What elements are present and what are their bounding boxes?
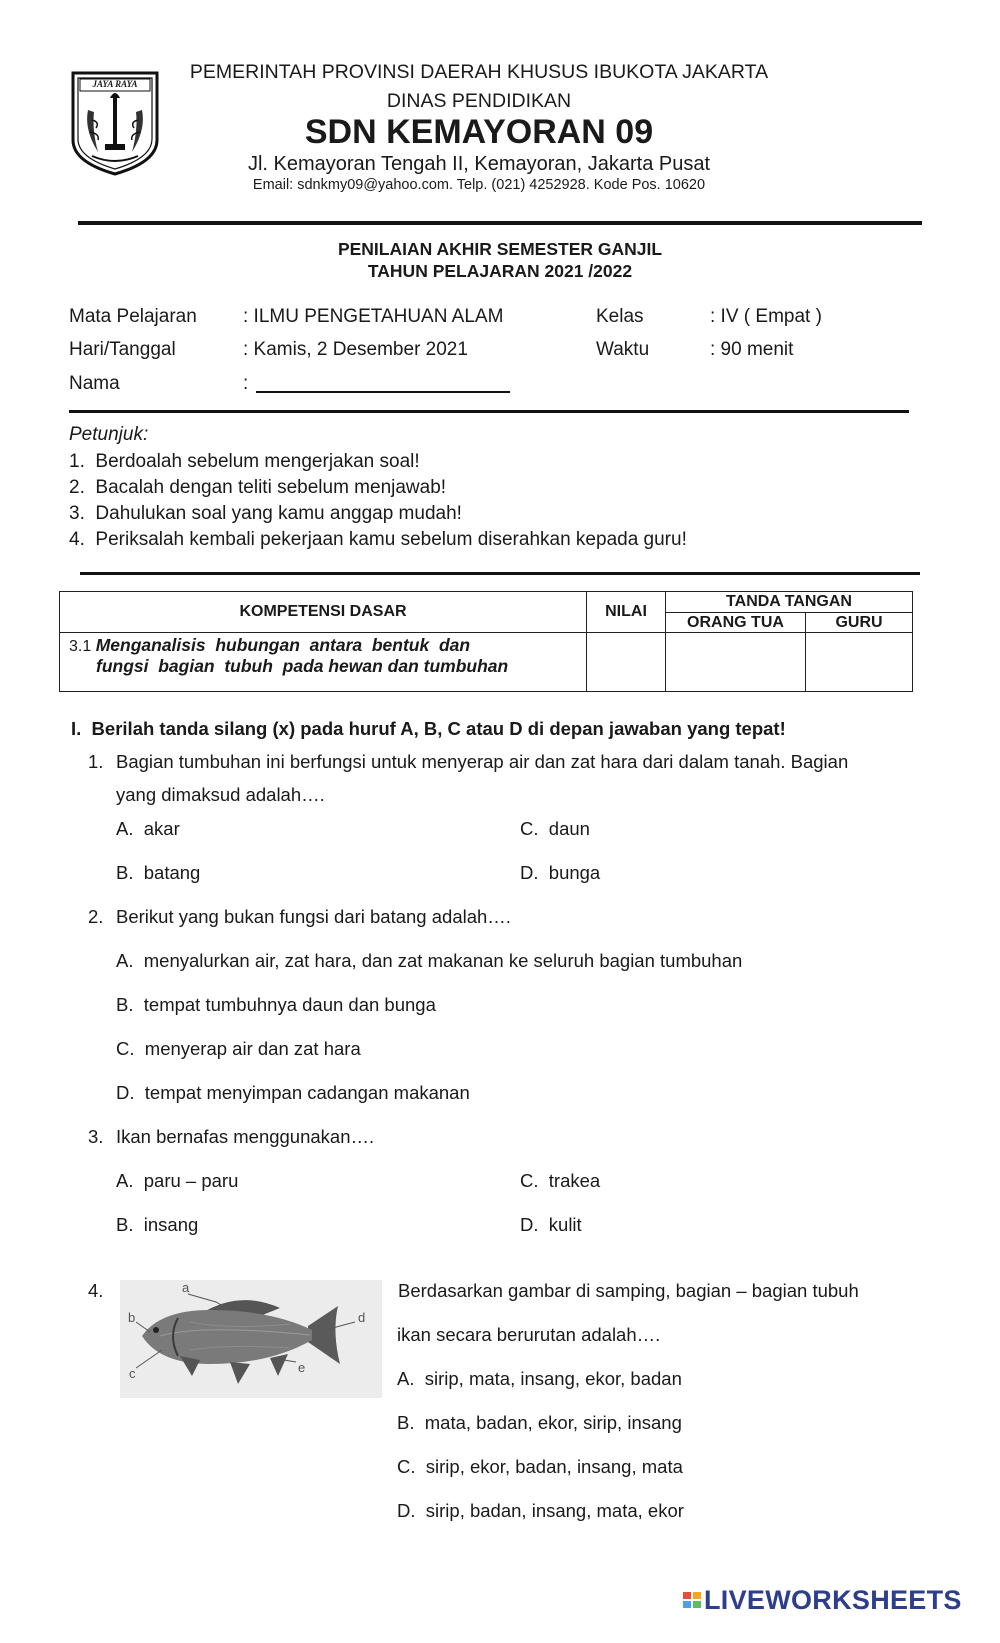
instruction-item: 4. Periksalah kembali pekerjaan kamu sebelum diserahkan kepada guru!: [69, 529, 687, 550]
name-field[interactable]: [256, 391, 510, 393]
class-value: : IV ( Empat ): [710, 306, 822, 327]
liveworksheets-brand[interactable]: LIVEWORKSHEETS: [704, 1584, 962, 1615]
fig-label: d: [358, 1310, 366, 1325]
option-c[interactable]: C. menyerap air dan zat hara: [116, 1038, 361, 1059]
question-text: Ikan bernafas menggunakan….: [116, 1126, 375, 1147]
section-heading: I. Berilah tanda silang (x) pada huruf A, B, C atau D di depan jawaban yang tepat!: [71, 718, 786, 739]
col-signature: TANDA TANGAN: [666, 592, 913, 613]
fish-figure: [120, 1280, 382, 1398]
instructions-divider: [80, 572, 920, 575]
option-c[interactable]: C. daun: [520, 818, 590, 839]
col-score: NILAI: [587, 592, 666, 633]
question-text: Berdasarkan gambar di samping, bagian – bagian tubuh: [398, 1280, 859, 1301]
school-address: Jl. Kemayoran Tengah II, Kemayoran, Jakarta Pusat: [247, 153, 711, 175]
header-government: PEMERINTAH PROVINSI DAERAH KHUSUS IBUKOTA JAKARTA: [189, 61, 769, 83]
option-d[interactable]: D. kulit: [520, 1214, 582, 1235]
school-contact: Email: sdnkmy09@yahoo.com. Telp. (021) 4252928. Kode Pos. 10620: [252, 177, 706, 193]
competency-table: [59, 591, 913, 692]
question-text: ikan secara berurutan adalah….: [397, 1324, 661, 1345]
teacher-sign-cell[interactable]: [806, 633, 913, 692]
time-value: : 90 menit: [710, 339, 794, 360]
score-cell[interactable]: [587, 633, 666, 692]
option-b[interactable]: B. batang: [116, 862, 201, 883]
col-teacher: GURU: [806, 613, 913, 633]
option-d[interactable]: D. tempat menyimpan cadangan makanan: [116, 1082, 470, 1103]
school-logo: [70, 70, 160, 176]
time-label: Waktu: [596, 339, 650, 360]
school-name: SDN KEMAYORAN 09: [304, 113, 654, 151]
liveworksheets-icon: [683, 1592, 701, 1608]
option-a[interactable]: A. menyalurkan air, zat hara, dan zat makanan ke seluruh bagian tumbuhan: [116, 950, 743, 971]
question-number: 2.: [88, 906, 104, 927]
name-label: Nama: [69, 373, 120, 394]
question-number: 3.: [88, 1126, 104, 1147]
exam-title: PENILAIAN AKHIR SEMESTER GANJIL: [337, 239, 663, 259]
question-text: yang dimaksud adalah….: [116, 784, 325, 805]
header-department: DINAS PENDIDIKAN: [386, 90, 572, 112]
col-competency: KOMPETENSI DASAR: [60, 592, 587, 633]
class-label: Kelas: [596, 306, 644, 327]
info-divider: [69, 410, 909, 413]
instruction-item: 1. Berdoalah sebelum mengerjakan soal!: [69, 451, 420, 472]
instruction-item: 2. Bacalah dengan teliti sebelum menjawab!: [69, 477, 447, 498]
question-number: 4.: [88, 1280, 104, 1301]
header-divider: [78, 221, 922, 225]
option-b[interactable]: B. insang: [116, 1214, 199, 1235]
date-value: : Kamis, 2 Desember 2021: [243, 339, 468, 360]
kd-line1: Menganalisis hubungan antara bentuk dan: [95, 635, 471, 655]
option-b[interactable]: B. tempat tumbuhnya daun dan bunga: [116, 994, 436, 1015]
subject-label: Mata Pelajaran: [69, 306, 197, 327]
fig-label: a: [182, 1280, 190, 1295]
option-b[interactable]: B. mata, badan, ekor, sirip, insang: [397, 1412, 682, 1433]
option-a[interactable]: A. akar: [116, 818, 180, 839]
instructions-title: Petunjuk:: [69, 424, 149, 445]
option-c[interactable]: C. sirip, ekor, badan, insang, mata: [397, 1456, 683, 1477]
subject-value: : ILMU PENGETAHUAN ALAM: [243, 306, 504, 327]
competency-cell: [60, 633, 587, 692]
parent-sign-cell[interactable]: [666, 633, 806, 692]
col-parent: ORANG TUA: [666, 613, 806, 633]
date-label: Hari/Tanggal: [69, 339, 176, 360]
option-a[interactable]: A. sirip, mata, insang, ekor, badan: [397, 1368, 682, 1389]
question-text: Bagian tumbuhan ini berfungsi untuk menyerap air dan zat hara dari dalam tanah. Bagian: [116, 751, 849, 772]
logo-text: JAYA RAYA: [92, 79, 138, 89]
exam-year: TAHUN PELAJARAN 2021 /2022: [367, 261, 633, 281]
instruction-item: 3. Dahulukan soal yang kamu anggap mudah!: [69, 503, 462, 524]
name-colon: :: [243, 373, 249, 394]
kd-number: 3.1: [69, 638, 92, 655]
question-text: Berikut yang bukan fungsi dari batang adalah….: [116, 906, 511, 927]
liveworksheets-logo: [683, 1585, 962, 1615]
fig-label: b: [128, 1310, 136, 1325]
kd-line2: fungsi bagian tubuh pada hewan dan tumbuhan: [96, 656, 509, 676]
option-d[interactable]: D. bunga: [520, 862, 601, 883]
fig-label: c: [129, 1366, 136, 1381]
fig-label: e: [298, 1360, 306, 1375]
option-c[interactable]: C. trakea: [520, 1170, 601, 1191]
question-number: 1.: [88, 751, 104, 772]
option-a[interactable]: A. paru – paru: [116, 1170, 239, 1191]
option-d[interactable]: D. sirip, badan, insang, mata, ekor: [397, 1500, 684, 1521]
